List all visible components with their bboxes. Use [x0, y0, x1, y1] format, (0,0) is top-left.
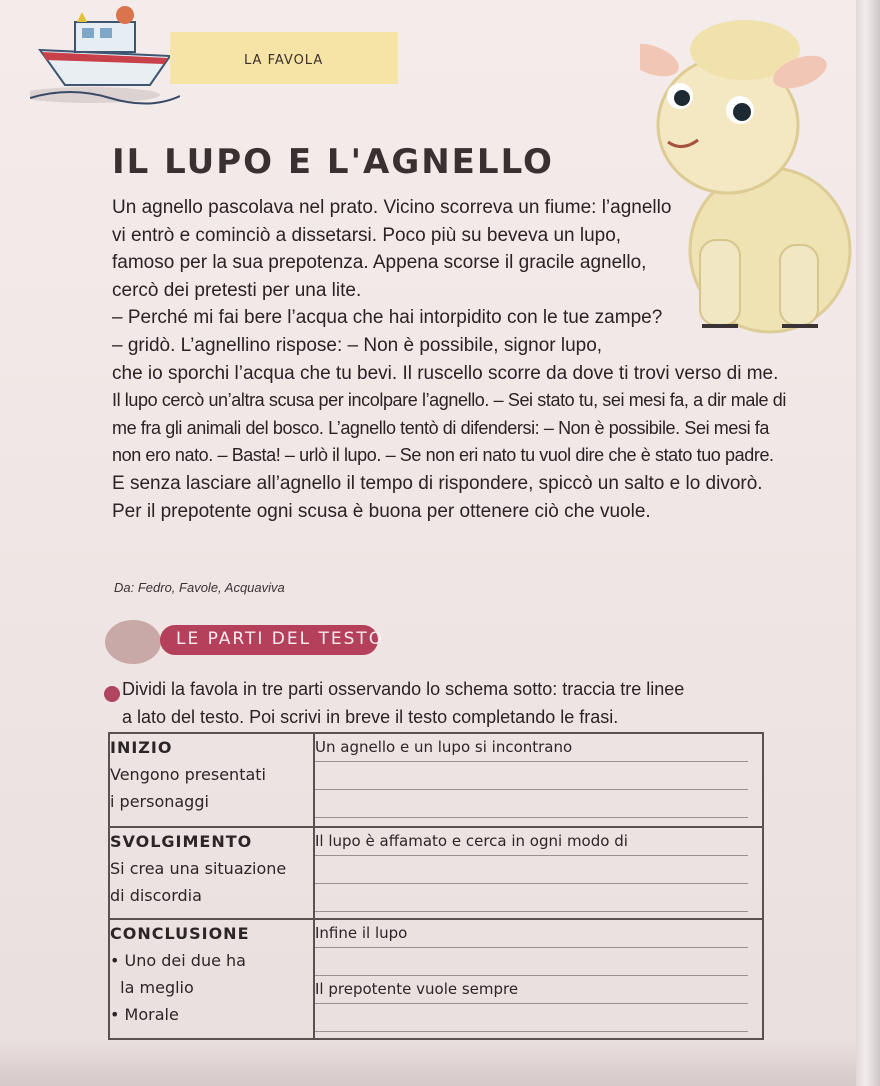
- answer-line[interactable]: Un agnello e un lupo si incontrano: [315, 734, 748, 762]
- story-line: me fra gli animali del bosco. L’agnello tentò di difendersi: – Non è possibile. Sei mesi fa: [112, 417, 769, 438]
- answer-line[interactable]: Il prepotente vuole sempre: [315, 976, 748, 1004]
- schema-description: di discordia: [110, 886, 202, 905]
- schema-description: Vengono presentati: [110, 765, 266, 784]
- schema-description: • Uno dei due ha: [110, 951, 246, 970]
- schema-row-svolgimento: [109, 827, 763, 919]
- answer-line[interactable]: [315, 1004, 748, 1032]
- instruction-line: Dividi la favola in tre parti osservando lo schema sotto: traccia tre linee: [122, 679, 685, 699]
- exercise-instruction: [122, 675, 684, 731]
- schema-answer-cell[interactable]: [314, 733, 763, 827]
- story-line: famoso per la sua prepotenza. Appena scorse il gracile agnello,: [112, 252, 647, 274]
- schema-description: i personaggi: [110, 792, 209, 811]
- instruction-line: a lato del testo. Poi scrivi in breve il testo completando le frasi.: [122, 707, 619, 727]
- schema-heading: CONCLUSIONE: [110, 924, 250, 943]
- story-text: [112, 194, 857, 525]
- page-edge: [856, 0, 880, 1086]
- story-line: Per il prepotente ogni scusa è buona per ottenere ciò che vuole.: [112, 500, 651, 522]
- schema-description: Si crea una situazione: [110, 859, 287, 878]
- story-line: che io sporchi l’acqua che tu bevi. Il ruscello scorre da dove ti trovi verso di me.: [112, 362, 779, 384]
- answer-line[interactable]: [315, 948, 748, 976]
- story-line: – Perché mi fai bere l’acqua che hai intorpidito con le tue zampe?: [112, 307, 663, 329]
- schema-answer-cell[interactable]: [314, 919, 763, 1039]
- section-title: LE PARTI DEL TESTO: [176, 629, 385, 649]
- source-citation: Da: Fedro, Favole, Acquaviva: [114, 580, 285, 595]
- schema-heading: INIZIO: [110, 738, 173, 757]
- section-decoration: [105, 620, 161, 664]
- schema-label-cell: [109, 919, 314, 1039]
- schema-row-inizio: [109, 733, 763, 827]
- schema-description: la meglio: [110, 978, 194, 997]
- schema-heading: SVOLGIMENTO: [110, 832, 253, 851]
- schema-label-cell: [109, 827, 314, 919]
- story-line: – gridò. L’agnellino rispose: – Non è possibile, signor lupo,: [112, 334, 603, 356]
- story-line: E senza lasciare all’agnello il tempo di rispondere, spiccò un salto e lo divorò.: [112, 472, 763, 494]
- schema-answer-cell[interactable]: [314, 827, 763, 919]
- schema-description: • Morale: [110, 1005, 179, 1024]
- answer-line[interactable]: [315, 856, 748, 884]
- story-line: Il lupo cercò un’altra scusa per incolpare l’agnello. – Sei stato tu, sei mesi fa, a dir male di: [112, 390, 786, 411]
- schema-label-cell: [109, 733, 314, 827]
- story-line: vi entrò e cominciò a dissetarsi. Poco più su beveva un lupo,: [112, 224, 622, 246]
- answer-line[interactable]: Il lupo è affamato e cerca in ogni modo di: [315, 828, 748, 856]
- story-line: Un agnello pascolava nel prato. Vicino scorreva un fiume: l’agnello: [112, 197, 672, 218]
- bullet-icon: [104, 686, 120, 702]
- story-title: IL LUPO E L'AGNELLO: [112, 142, 554, 182]
- answer-line[interactable]: [315, 762, 748, 790]
- boat-illustration: [30, 0, 180, 105]
- answer-line[interactable]: [315, 884, 748, 912]
- section-label: LA FAVOLA: [244, 53, 324, 68]
- answer-line[interactable]: [315, 790, 748, 818]
- schema-table: [108, 732, 764, 1040]
- story-line: non ero nato. – Basta! – urlò il lupo. – Se non eri nato tu vuol dire che è stato tuo padre.: [112, 445, 774, 466]
- schema-row-conclusione: [109, 919, 763, 1039]
- answer-line[interactable]: Infine il lupo: [315, 920, 748, 948]
- page-shadow: [0, 1040, 860, 1086]
- story-line: cercò dei pretesti per una lite.: [112, 279, 362, 301]
